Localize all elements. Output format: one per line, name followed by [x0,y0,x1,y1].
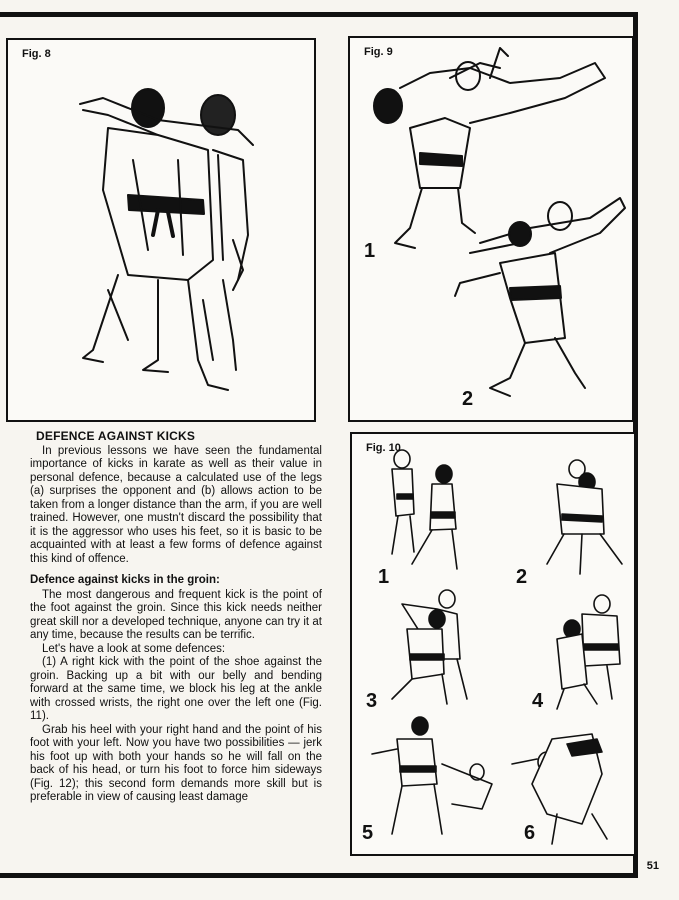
article-body [30,430,322,805]
article-heading: DEFENCE AGAINST KICKS [36,429,196,443]
figure-9-illustration [350,38,632,420]
article-paragraph: (1) A right kick with the point of the shoe against the groin. Backing up a bit with our belly and bending forward at the same time, we block his leg at the ankle with crossed wrists, the right one over the left one (Fig. 11). [30,656,322,722]
figure-8-label: Fig. 8 [22,48,51,60]
figure-9-label: Fig. 9 [364,46,393,58]
figure-10-panel-number-2: 2 [516,566,528,588]
figure-10-label: Fig. 10 [366,442,401,454]
figure-10-panel-number-3: 3 [366,690,378,712]
figure-9-panel [348,36,634,422]
figure-10-panel-number-6: 6 [524,822,536,844]
figure-8-illustration [8,40,314,420]
article-paragraph: Let's have a look at some defences: [42,642,226,655]
article-intro: In previous lessons we have seen the fundamental importance of kicks in karate as well as their value in personal defence, because a calculated use of the legs (a) surprises the opponent and (b) allows action to be taken from a longer distance than the arm, if you are well trained. However, one mustn't discard the possibility that it is the aggressor who uses his feet, so it is basic to be acquainted with at least a few forms of defence against this kind of offence. [30,444,322,565]
figure-8-panel [6,38,316,422]
article-subheading: Defence against kicks in the groin: [30,574,220,586]
figure-10-illustration [352,434,634,854]
page-number: 51 [646,860,659,872]
bottom-rule [0,873,638,878]
article-paragraph: Grab his heel with your right hand and the point of his foot with your left. Now you have two possibilities — jerk his foot up with both your hands so he will fall on the back of his head, or turn his foot to force him sideways (Fig. 12); this second form demands more skill but is preferable in view of causing least damage [30,723,322,803]
figure-10-panel-number-5: 5 [362,822,374,844]
figure-9-panel-number-2: 2 [462,388,474,410]
article-paragraph: The most dangerous and frequent kick is the point of the foot against the groin. Since this kick needs neither great skill nor a developed technique, anyone can try it at any time, because the results can be terrific. [30,588,322,641]
top-rule [0,12,638,17]
figure-9-panel-number-1: 1 [364,240,376,262]
figure-10-panel-number-1: 1 [378,566,390,588]
figure-10-panel-number-4: 4 [532,690,544,712]
figure-10-panel [350,432,636,856]
